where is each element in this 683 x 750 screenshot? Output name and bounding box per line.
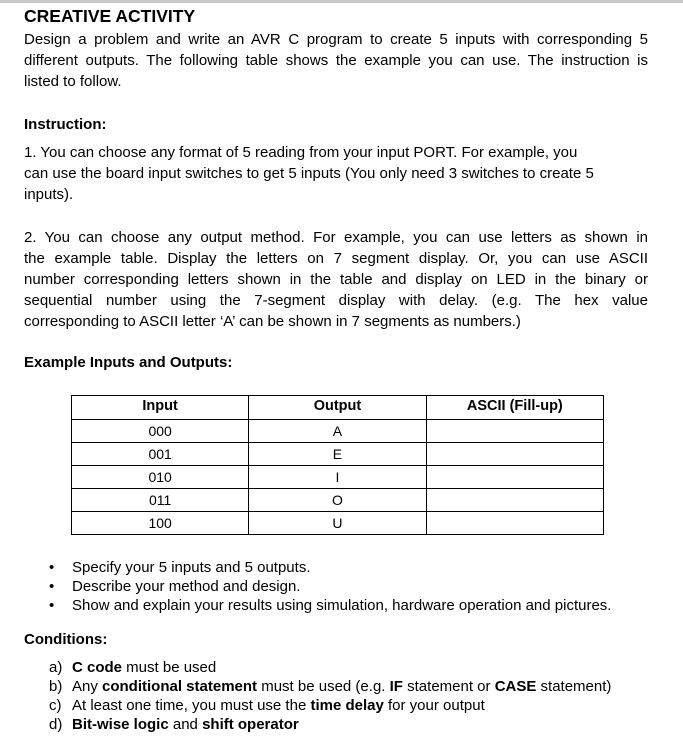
condition-bold: CASE <box>494 678 537 695</box>
cell-ascii <box>426 420 603 443</box>
cell-input: 011 <box>72 489 249 512</box>
condition-label: b) <box>49 678 63 695</box>
condition-text: At least one time, you must use the <box>72 697 311 714</box>
condition-bold: conditional statement <box>102 678 258 695</box>
instruction2-line: sequential number using the 7-segment display with delay. (e.g. The hex value <box>24 292 648 309</box>
table-row <box>72 512 604 535</box>
bullet-icon: • <box>49 578 55 595</box>
table-header-row <box>72 396 604 420</box>
cell-ascii <box>426 512 603 535</box>
cell-ascii <box>426 489 603 512</box>
page-top-border <box>0 0 683 3</box>
conditions-heading: Conditions: <box>24 631 108 648</box>
table-row <box>72 443 604 466</box>
table-row <box>72 466 604 489</box>
table-row <box>72 420 604 443</box>
cell-output: A <box>249 420 426 443</box>
condition-text: statement or <box>402 678 495 695</box>
instruction2-line: the example table. Display the letters on 7 segment display. Or, you can use ASCII <box>24 250 648 267</box>
instruction2-line: number corresponding letters shown in the table and display on LED in the binary or <box>24 271 648 288</box>
cell-input: 000 <box>72 420 249 443</box>
cell-output: O <box>249 489 426 512</box>
condition-text: must be used (e.g. <box>257 678 390 695</box>
bullet-icon: • <box>49 559 55 576</box>
instruction2-line: 2. You can choose any output method. For example, you can use letters as shown in <box>24 229 648 246</box>
cell-ascii <box>426 443 603 466</box>
cell-input: 100 <box>72 512 249 535</box>
cell-input: 010 <box>72 466 249 489</box>
condition-item <box>49 715 299 734</box>
cell-output: U <box>249 512 426 535</box>
cell-input: 001 <box>72 443 249 466</box>
intro-line: different outputs. The following table shows the example you can use. The instruction is <box>24 52 648 69</box>
intro-line: listed to follow. <box>24 73 122 90</box>
condition-text: statement) <box>536 678 612 695</box>
condition-bold: Bit-wise logic <box>72 716 169 733</box>
instruction-heading: Instruction: <box>24 116 107 133</box>
condition-bold: IF <box>389 678 403 695</box>
instruction2-line: corresponding to ASCII letter ‘A’ can be shown in 7 segments as numbers.) <box>24 313 521 330</box>
page-title: CREATIVE ACTIVITY <box>24 6 196 26</box>
condition-text: must be used <box>122 659 217 676</box>
bullet-text: Show and explain your results using simulation, hardware operation and pictures. <box>72 597 612 614</box>
intro-line: Design a problem and write an AVR C program to create 5 inputs with corresponding 5 <box>24 31 648 48</box>
condition-bold: C code <box>72 659 123 676</box>
table-row <box>72 489 604 512</box>
condition-item <box>49 658 216 677</box>
bullet-icon: • <box>49 597 55 614</box>
header-output: Output <box>249 396 426 420</box>
condition-item <box>49 677 611 696</box>
instruction1-line: inputs). <box>24 186 74 203</box>
example-heading: Example Inputs and Outputs: <box>24 354 233 371</box>
condition-label: d) <box>49 716 63 733</box>
condition-bold: time delay <box>310 697 384 714</box>
condition-text: for your output <box>383 697 485 714</box>
bullet-text: Describe your method and design. <box>72 578 301 595</box>
condition-item <box>49 696 485 715</box>
header-ascii: ASCII (Fill-up) <box>426 396 603 420</box>
cell-output: E <box>249 443 426 466</box>
instruction1-line: 1. You can choose any format of 5 reading from your input PORT. For example, you <box>24 144 578 161</box>
condition-label: c) <box>49 697 62 714</box>
condition-text: Any <box>72 678 103 695</box>
condition-bold: shift operator <box>202 716 299 733</box>
bullet-text: Specify your 5 inputs and 5 outputs. <box>72 559 311 576</box>
condition-text: and <box>168 716 203 733</box>
example-table <box>71 395 604 535</box>
instruction1-line: can use the board input switches to get 5 inputs (You only need 3 switches to create 5 <box>24 165 594 182</box>
cell-ascii <box>426 466 603 489</box>
header-input: Input <box>72 396 249 420</box>
condition-label: a) <box>49 659 63 676</box>
cell-output: I <box>249 466 426 489</box>
